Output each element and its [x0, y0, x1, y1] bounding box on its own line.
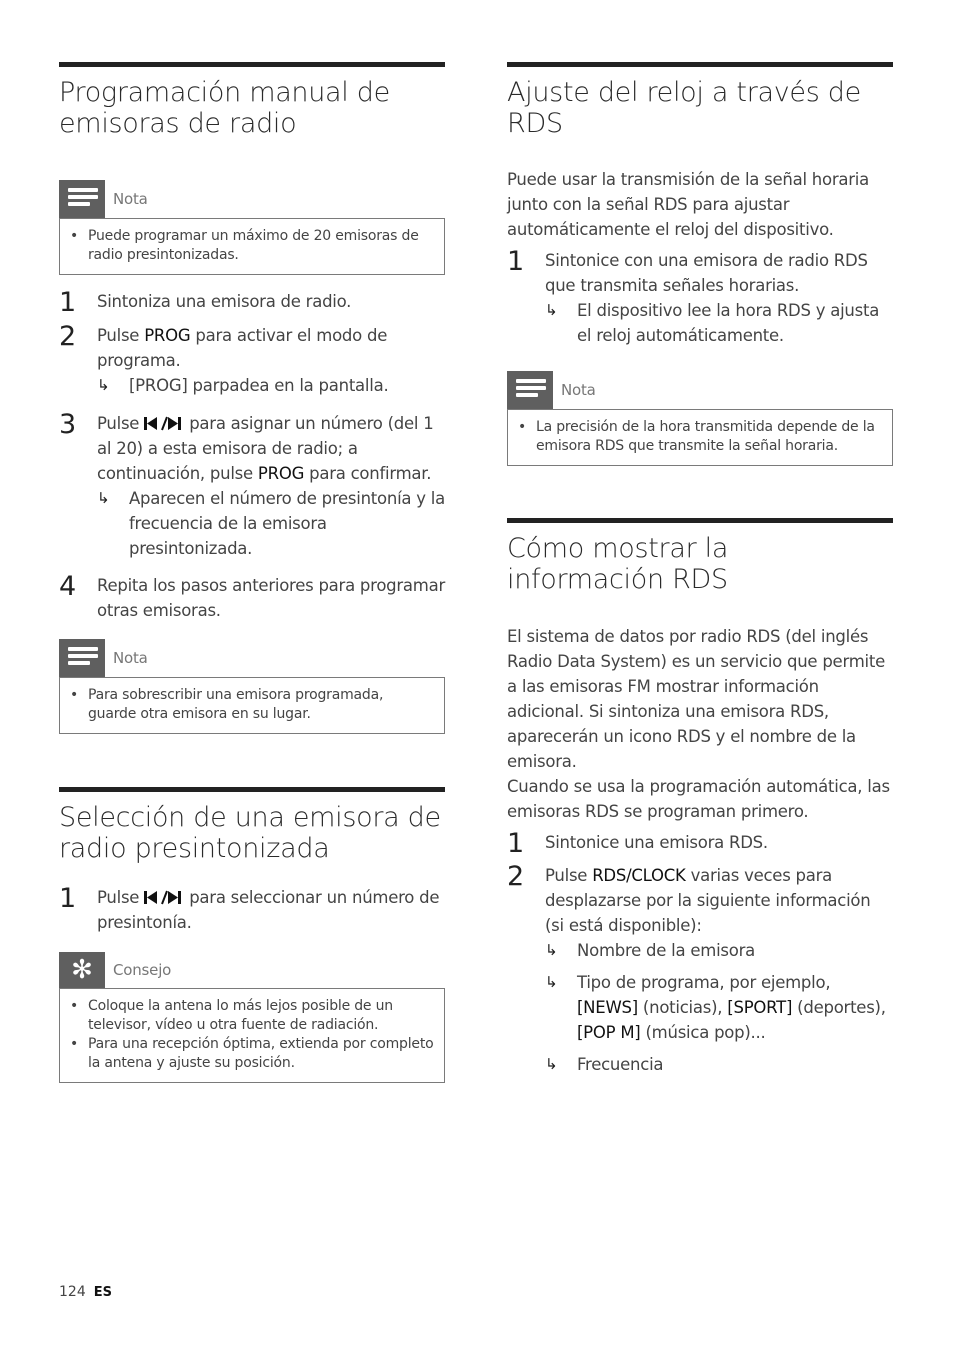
note-label: Nota	[113, 190, 148, 208]
section-manual-programming	[59, 62, 445, 734]
step-1	[507, 830, 893, 857]
section-title: Programación manual de emisoras de radio	[59, 77, 390, 139]
tip-text: Coloque la antena lo más lejos posible de un televisor, vídeo u otra fuente de radiación.	[88, 998, 393, 1033]
step-3	[59, 411, 445, 561]
note-header	[59, 180, 445, 218]
prev-next-icon	[144, 416, 184, 431]
result-arrow-icon: ↳	[97, 376, 110, 394]
step-number: 2	[59, 321, 77, 352]
step-1	[507, 248, 893, 348]
note-icon	[59, 180, 105, 218]
result-text: (música pop)...	[640, 1023, 766, 1042]
tip-item: • Para una recepción óptima, extienda por completo la antena y ajuste su posición.	[70, 1036, 434, 1071]
note-box-3	[507, 371, 893, 466]
step-number: 1	[507, 246, 525, 277]
step-number: 1	[59, 287, 77, 318]
step-result	[97, 486, 445, 561]
step-number: 3	[59, 409, 77, 440]
note-content: • La precisión de la hora transmitida depende de la emisora RDS que transmite la señal horaria.	[507, 409, 893, 466]
step-text: Sintoniza una emisora de radio.	[97, 292, 352, 311]
result-text: Aparecen el número de presintonía y la frecuencia de la emisora presintonizada.	[129, 489, 445, 558]
key-rds-clock: RDS/CLOCK	[592, 866, 686, 885]
section-rds-clock	[507, 62, 893, 466]
step-result	[545, 1052, 893, 1077]
step-text-pre: Pulse	[97, 414, 145, 433]
step-result	[545, 970, 893, 1045]
tip-content	[59, 988, 445, 1083]
note-label: Nota	[113, 649, 148, 667]
key-prog: PROG	[144, 326, 191, 345]
language-code: ES	[93, 1285, 112, 1300]
note-box-1	[59, 180, 445, 275]
result-text: Frecuencia	[577, 1055, 664, 1074]
page-number: 124	[59, 1284, 86, 1300]
note-header	[59, 639, 445, 677]
note-content: • Para sobrescribir una emisora programada, guarde otra emisora en su lugar.	[59, 677, 445, 734]
result-arrow-icon: ↳	[545, 973, 558, 991]
tip-icon: ✻	[59, 952, 105, 988]
intro-text: El sistema de datos por radio RDS (del inglés Radio Data System) es un servicio que permite a las emisoras FM mostrar información adicional. Si sintoniza una emisora RDS, aparecerán un icono RDS y el nombre de la emisora.	[507, 627, 885, 771]
step-number: 2	[507, 861, 525, 892]
result-text: (noticias),	[637, 998, 728, 1017]
result-arrow-icon: ↳	[545, 301, 558, 319]
key-news: [NEWS]	[577, 998, 638, 1017]
tip-header	[59, 952, 445, 988]
step-result	[545, 938, 893, 963]
prev-next-icon	[144, 890, 184, 905]
intro-text-2: Cuando se usa la programación automática, las emisoras RDS se programan primero.	[507, 777, 890, 821]
section-title: Ajuste del reloj a través de RDS	[507, 77, 861, 139]
result-text: (deportes),	[792, 998, 886, 1017]
step-text: Sintonice con una emisora de radio RDS que transmita señales horarias.	[545, 251, 868, 295]
step-1	[59, 289, 445, 316]
step-number: 4	[59, 571, 77, 602]
step-text-pre: Pulse	[97, 326, 145, 345]
step-text: Sintonice una emisora RDS.	[545, 833, 768, 852]
tip-text: Para una recepción óptima, extienda por completo la antena y ajuste su posición.	[88, 1036, 434, 1071]
note-text: La precisión de la hora transmitida depende de la emisora RDS que transmite la señal horaria.	[536, 419, 875, 454]
note-label: Nota	[561, 381, 596, 399]
note-text: Puede programar un máximo de 20 emisoras de radio presintonizadas.	[88, 228, 419, 263]
step-number: 1	[507, 828, 525, 859]
result-text: Nombre de la emisora	[577, 941, 756, 960]
step-result	[97, 373, 445, 398]
tip-label: Consejo	[113, 961, 172, 979]
step-text-post: varias veces para desplazarse por la siguiente información (si está disponible):	[545, 866, 871, 935]
tip-item: • Coloque la antena lo más lejos posible de un televisor, vídeo u otra fuente de radiación.	[70, 997, 434, 1035]
step-text: Repita los pasos anteriores para programar otras emisoras.	[97, 576, 446, 620]
tip-box	[59, 952, 445, 1083]
section-title: Cómo mostrar la información RDS	[507, 533, 729, 595]
step-text-mid: para asignar un número (del 1 al 20) a esta emisora de radio; a continuación, pulse	[97, 414, 434, 483]
result-text: Tipo de programa, por ejemplo,	[577, 973, 831, 992]
right-column	[507, 62, 893, 1077]
section-title: Selección de una emisora de radio presintonizada	[59, 802, 441, 864]
step-text-post: para activar el modo de programa.	[97, 326, 388, 370]
step-result	[545, 298, 893, 348]
key-prog: PROG	[257, 464, 305, 483]
step-text-pre: Pulse	[97, 888, 145, 907]
result-text: [PROG] parpadea en la pantalla.	[129, 376, 389, 395]
note-header	[507, 371, 893, 409]
step-text-pre: Pulse	[545, 866, 593, 885]
step-2	[507, 863, 893, 1077]
key-sport: [SPORT]	[727, 998, 793, 1017]
result-arrow-icon: ↳	[545, 941, 558, 959]
section-rds-info	[507, 518, 893, 1077]
result-text: El dispositivo lee la hora RDS y ajusta el reloj automáticamente.	[577, 301, 880, 345]
result-arrow-icon: ↳	[97, 489, 110, 507]
intro-text: Puede usar la transmisión de la señal horaria junto con la señal RDS para ajustar automáticamente el reloj del dispositivo.	[507, 170, 869, 239]
note-box-2	[59, 639, 445, 734]
steps-list	[59, 289, 445, 623]
left-column	[59, 62, 445, 1083]
key-pop: [POP M]	[577, 1023, 641, 1042]
step-text-post: para confirmar.	[304, 464, 432, 483]
note-text: Para sobrescribir una emisora programada, guarde otra emisora en su lugar.	[88, 687, 384, 722]
result-arrow-icon: ↳	[545, 1055, 558, 1073]
step-text-post: para seleccionar un número de presintonía.	[97, 888, 440, 932]
step-4	[59, 573, 445, 623]
note-icon	[507, 371, 553, 409]
note-icon	[59, 639, 105, 677]
step-number: 1	[59, 883, 77, 914]
step-2	[59, 323, 445, 398]
section-select-preset	[59, 787, 445, 1083]
step-1	[59, 885, 445, 935]
page-footer	[59, 1284, 112, 1300]
note-content: • Puede programar un máximo de 20 emisoras de radio presintonizadas.	[59, 218, 445, 275]
